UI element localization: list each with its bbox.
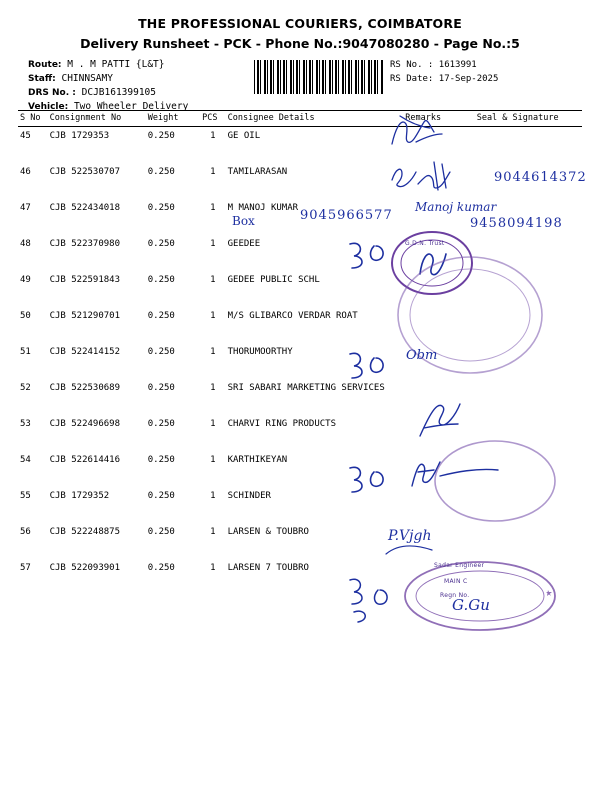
- header-left-details: [28, 58, 188, 114]
- cell-consignment: CJB 521290701: [49, 311, 121, 321]
- stamp-label: Sadar Engineer: [434, 562, 485, 569]
- table-row: [18, 451, 582, 487]
- cell-sno: 57: [20, 563, 31, 573]
- cell-consignment: CJB 522614416: [49, 455, 121, 465]
- cell-sno: 48: [20, 239, 31, 249]
- cell-pcs: 1: [210, 347, 216, 357]
- column-header-remarks: Remarks: [403, 111, 474, 127]
- table-row: [18, 415, 582, 451]
- handwritten-note: Box: [232, 214, 255, 228]
- cell-weight: 0.250: [147, 131, 175, 141]
- table-row: [18, 235, 582, 271]
- cell-pcs: 1: [210, 419, 216, 429]
- runsheet-table: [18, 110, 582, 595]
- cell-signature: [475, 199, 582, 235]
- cell-consignment: CJB 522370980: [49, 239, 121, 249]
- cell-sno: 50: [20, 311, 31, 321]
- stamp-label: MAIN C: [444, 578, 468, 585]
- cell-signature: [475, 487, 582, 523]
- cell-remarks: [403, 487, 474, 523]
- cell-remarks: [403, 163, 474, 199]
- cell-consignee: M/S GLIBARCO VERDAR ROAT: [227, 311, 358, 321]
- cell-consignee: SCHINDER: [227, 491, 271, 501]
- table-row: [18, 271, 582, 307]
- stamp-label: Regn No.: [440, 592, 470, 599]
- cell-sno: 46: [20, 167, 31, 177]
- cell-signature: [475, 415, 582, 451]
- cell-weight: 0.250: [147, 455, 175, 465]
- cell-sno: 52: [20, 383, 31, 393]
- cell-pcs: 1: [210, 455, 216, 465]
- cell-consignee: LARSEN 7 TOUBRO: [227, 563, 309, 573]
- cell-weight: 0.250: [147, 239, 175, 249]
- header-block: [18, 58, 582, 110]
- rs-no-value: 1613991: [438, 60, 477, 70]
- stamp-label: G.D.N. Trust: [405, 240, 445, 247]
- company-title: THE PROFESSIONAL COURIERS, COIMBATORE: [138, 16, 462, 31]
- cell-consignment: CJB 1729352: [49, 491, 110, 501]
- drs-label: DRS No. :: [28, 88, 76, 98]
- cell-remarks: [403, 415, 474, 451]
- cell-sno: 56: [20, 527, 31, 537]
- cell-sno: 53: [20, 419, 31, 429]
- handwritten-phone-number: 9458094198: [470, 216, 563, 231]
- cell-signature: [475, 127, 582, 164]
- cell-pcs: 1: [210, 527, 216, 537]
- cell-weight: 0.250: [147, 527, 175, 537]
- cell-consignee: M MANOJ KUMAR: [227, 203, 299, 213]
- cell-weight: 0.250: [147, 311, 175, 321]
- cell-weight: 0.250: [147, 275, 175, 285]
- cell-consignee: GEEDEE: [227, 239, 261, 249]
- cell-remarks: [403, 559, 474, 595]
- cell-pcs: 1: [210, 203, 216, 213]
- cell-remarks: [403, 343, 474, 379]
- table-row: [18, 523, 582, 559]
- cell-weight: 0.250: [147, 383, 175, 393]
- cell-consignment: CJB 522093901: [49, 563, 121, 573]
- cell-weight: 0.250: [147, 419, 175, 429]
- cell-signature: [475, 307, 582, 343]
- handwritten-phone-number: 9045966577: [300, 208, 393, 223]
- cell-sno: 51: [20, 347, 31, 357]
- cell-pcs: 1: [210, 311, 216, 321]
- column-header-pcs: PCS: [200, 111, 226, 127]
- rs-date-label: RS Date:: [390, 74, 434, 84]
- header-right-details: [390, 58, 498, 86]
- table-row: [18, 199, 582, 235]
- cell-consignment: CJB 522591843: [49, 275, 121, 285]
- cell-consignment: CJB 1729353: [49, 131, 110, 141]
- cell-sno: 54: [20, 455, 31, 465]
- document-title: Delivery Runsheet - PCK - Phone No.:9047080280 - Page No.:5: [80, 36, 520, 51]
- cell-pcs: 1: [210, 491, 216, 501]
- cell-signature: [475, 271, 582, 307]
- route-value: M . M PATTI {L&T}: [67, 59, 165, 70]
- staff-value: CHINNSAMY: [61, 73, 113, 84]
- column-header-consignee: Consignee Details: [226, 111, 404, 127]
- rs-date-value: 17-Sep-2025: [438, 74, 499, 84]
- vehicle-value: Two Wheeler Delivery: [73, 101, 189, 112]
- column-header-consignment: Consignment No: [48, 111, 146, 127]
- cell-signature: [475, 163, 582, 199]
- cell-consignee: KARTHIKEYAN: [227, 455, 288, 465]
- drs-value: DCJB161399105: [81, 87, 156, 98]
- cell-consignee: LARSEN & TOUBRO: [227, 527, 309, 537]
- cell-weight: 0.250: [147, 563, 175, 573]
- cell-remarks: [403, 127, 474, 164]
- cell-signature: [475, 451, 582, 487]
- cell-sno: 49: [20, 275, 31, 285]
- cell-signature: [475, 559, 582, 595]
- cell-remarks: [403, 271, 474, 307]
- route-label: Route:: [28, 60, 62, 70]
- cell-remarks: [403, 199, 474, 235]
- staff-label: Staff:: [28, 74, 56, 84]
- cell-consignment: CJB 522530689: [49, 383, 121, 393]
- table-row: [18, 163, 582, 199]
- cell-consignee: GE OIL: [227, 131, 261, 141]
- table-row: [18, 307, 582, 343]
- handwritten-initial: P.Vjgh: [388, 528, 432, 544]
- cell-consignee: THORUMOORTHY: [227, 347, 293, 357]
- table-row: [18, 559, 582, 595]
- cell-consignee: TAMILARASAN: [227, 167, 288, 177]
- handwritten-initial: Obm: [406, 348, 438, 363]
- cell-consignment: CJB 522530707: [49, 167, 121, 177]
- cell-signature: [475, 343, 582, 379]
- cell-pcs: 1: [210, 167, 216, 177]
- cell-remarks: [403, 307, 474, 343]
- cell-weight: 0.250: [147, 491, 175, 501]
- table-row: [18, 379, 582, 415]
- cell-weight: 0.250: [147, 347, 175, 357]
- handwritten-phone-number: 9044614372: [494, 170, 587, 185]
- handwritten-name: Manoj kumar: [415, 200, 497, 214]
- cell-signature: [475, 379, 582, 415]
- cell-remarks: [403, 451, 474, 487]
- cell-consignee: CHARVI RING PRODUCTS: [227, 419, 336, 429]
- table-row: [18, 127, 582, 164]
- cell-signature: [475, 235, 582, 271]
- handwritten-initial: G.Gu: [452, 596, 490, 614]
- barcode-image: [254, 60, 384, 94]
- cell-consignment: CJB 522248875: [49, 527, 121, 537]
- cell-sno: 45: [20, 131, 31, 141]
- cell-remarks: [403, 379, 474, 415]
- table-row: [18, 487, 582, 523]
- cell-pcs: 1: [210, 131, 216, 141]
- cell-weight: 0.250: [147, 167, 175, 177]
- cell-signature: [475, 523, 582, 559]
- cell-sno: 55: [20, 491, 31, 501]
- vehicle-label: Vehicle:: [28, 102, 69, 112]
- cell-weight: 0.250: [147, 203, 175, 213]
- cell-consignment: CJB 522414152: [49, 347, 121, 357]
- column-header-weight: Weight: [146, 111, 200, 127]
- rs-no-label: RS No. :: [390, 60, 434, 70]
- cell-consignment: CJB 522434018: [49, 203, 121, 213]
- cell-consignment: CJB 522496698: [49, 419, 121, 429]
- cell-pcs: 1: [210, 275, 216, 285]
- table-body: [18, 127, 582, 596]
- cell-remarks: [403, 523, 474, 559]
- cell-consignee: GEDEE PUBLIC SCHL: [227, 275, 320, 285]
- cell-sno: 47: [20, 203, 31, 213]
- table-row: [18, 343, 582, 379]
- column-header-signature: Seal & Signature: [475, 111, 582, 127]
- cell-consignee: SRI SABARI MARKETING SERVICES: [227, 383, 385, 393]
- cell-pcs: 1: [210, 563, 216, 573]
- cell-remarks: [403, 235, 474, 271]
- cell-pcs: 1: [210, 383, 216, 393]
- cell-pcs: 1: [210, 239, 216, 249]
- column-header-sno: S No: [18, 111, 48, 127]
